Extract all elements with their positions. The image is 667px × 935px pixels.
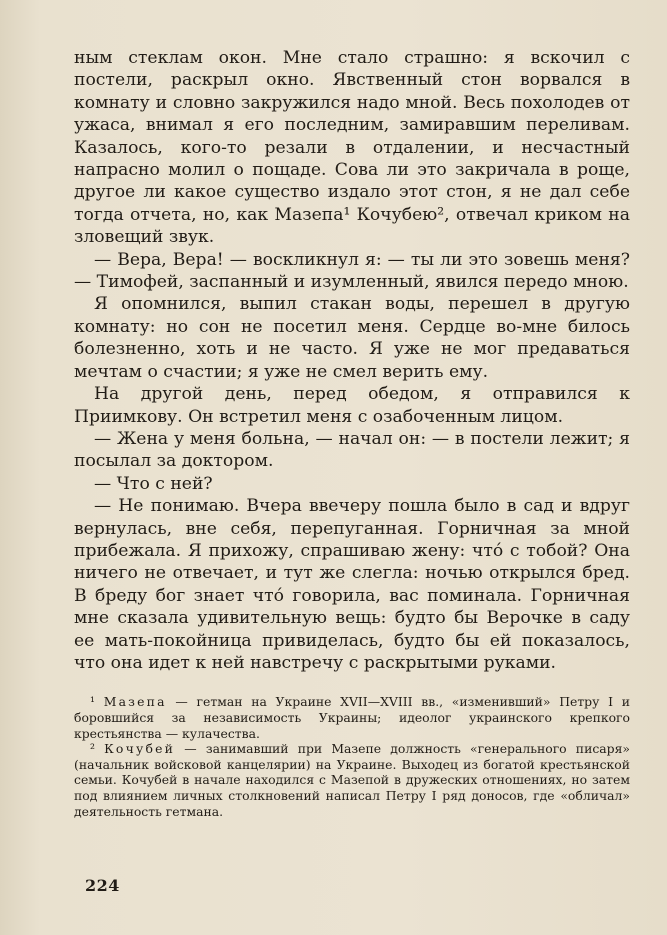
paragraph-5: — Жена у меня больна, — начал он: — в постели лежит; я посылал за доктором. bbox=[74, 428, 630, 472]
footnote-term: Кочубей bbox=[104, 741, 176, 757]
main-text bbox=[74, 47, 630, 674]
footnotes bbox=[74, 694, 630, 819]
paragraph-2: — Вера, Вера! — воскликнул я: — ты ли это зовешь меня? — Тимофей, заспанный и изумленный, явился передо мною. bbox=[74, 249, 630, 293]
footnote-mazepa bbox=[74, 694, 630, 741]
footnote-marker: ¹ bbox=[90, 694, 95, 710]
paragraph-6: — Что с ней? bbox=[94, 473, 213, 494]
footnote-text: — гетман на Украине XVII—XVIII вв., «изменивший» Петру I и боровшийся за независимость Украины; идеолог украинского крепкого крестьянства — кулачества. bbox=[74, 694, 630, 741]
footnote-term: Мазепа bbox=[103, 694, 167, 710]
paragraph-4: На другой день, перед обедом, я отправился к Приимкову. Он встретил меня с озабоченным лицом. bbox=[74, 384, 630, 427]
page-number: 224 bbox=[85, 876, 120, 895]
paragraph-1: ным стеклам окон. Мне стало страшно: я вскочил с постели, раскрыл окно. Явственный стон ворвался в комнату и словно закружился надо мной. Весь похолодев от ужаса, внимал я его последним, замиравшим переливам. Казалось, кого-то резали в отдалении, и несчастный напрасно молил о пощаде. Сова ли это закричала в роще, другое ли какое существо издало этот стон, я не дал себе тогда отчета, но, как Мазепа¹ Кочубею², отвечал криком на зловещий звук. bbox=[74, 48, 630, 248]
footnote-marker: ² bbox=[90, 741, 95, 757]
paragraph-7: — Не понимаю. Вчера ввечеру пошла было в сад и вдруг вернулась, вне себя, перепуганная. Горничная за мной прибежала. Я прихожу, спрашиваю жену: что́ с тобой? Она ничего не отвечает, и тут же слегла: ночью открылся бред. В бреду бог знает что́ говорила, вас поминала. Горничная мне сказала удивительную вещь: будто бы Верочке в саду ее мать-покойница привиделась, будто бы ей показалось, что она идет к ней навстречу с раскрытыми руками. bbox=[74, 496, 630, 673]
paragraph-3: Я опомнился, выпил стакан воды, перешел в другую комнату: но сон не посетил меня. Сердце во-мне билось болезненно, хоть и не часто. Я уже не мог предаваться мечтам о счастии; я уже не смел верить ему. bbox=[74, 294, 630, 382]
footnote-kochubey bbox=[74, 741, 630, 819]
footnote-text: — занимавший при Мазепе должность «генерального писаря» (начальник войсковой канцелярии) на Украине. Выходец из богатой крестьянской семьи. Кочубей в начале находился с Мазепой в дружеских отношениях, но затем под влиянием личных столкновений написал Петру I ряд доносов, где «обличал» деятельность гетмана. bbox=[74, 741, 630, 819]
